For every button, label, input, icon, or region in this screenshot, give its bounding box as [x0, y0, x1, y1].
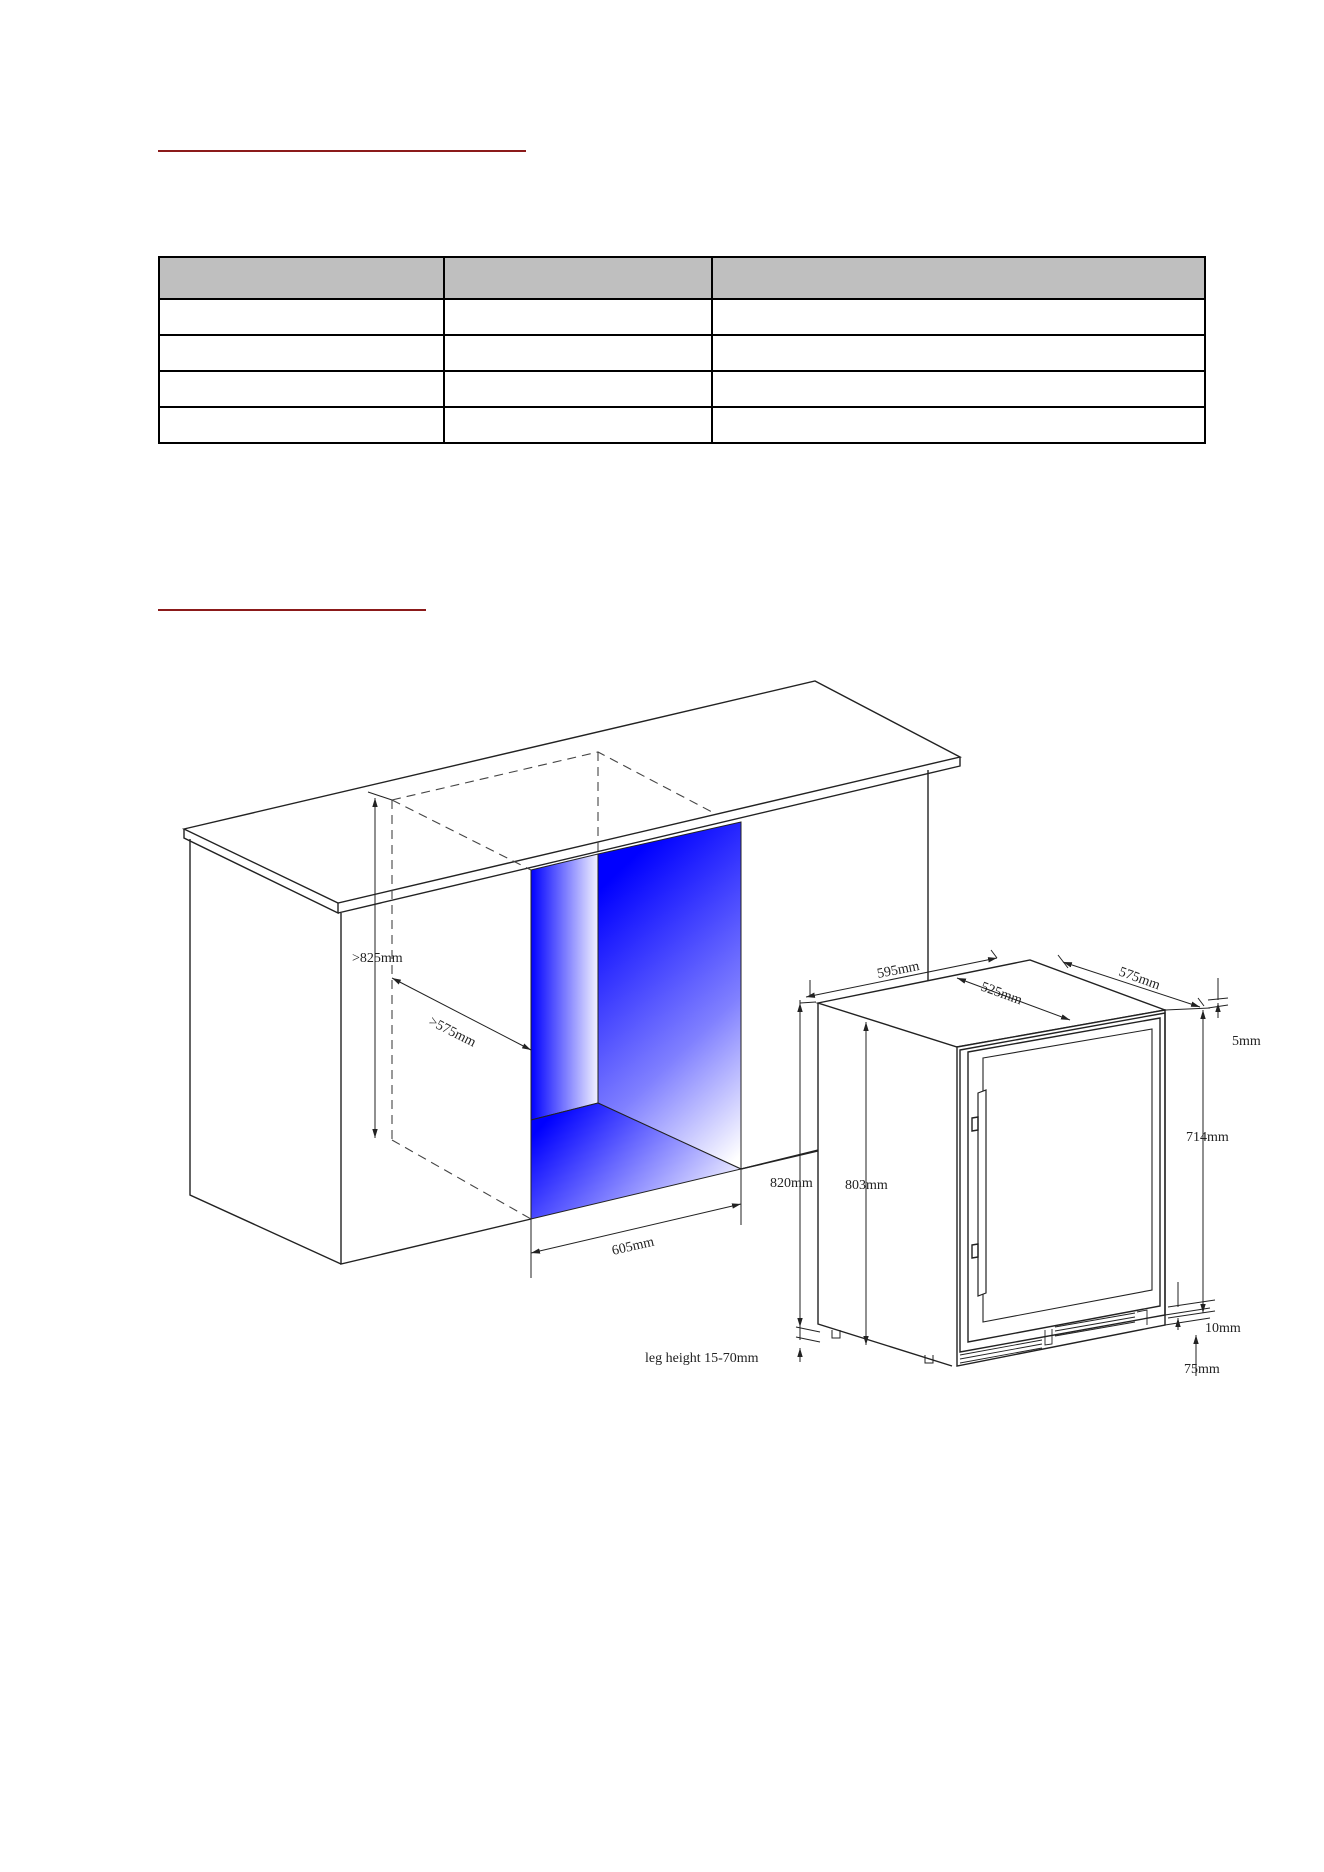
spec-table-header-cell — [159, 257, 444, 299]
cabinet-baseline — [741, 1151, 818, 1169]
table-row — [159, 299, 1205, 335]
table-cell — [444, 371, 712, 407]
section-heading-underline-1 — [158, 150, 526, 152]
label-height-body: 803mm — [845, 1178, 888, 1193]
installation-drawing — [150, 670, 1280, 1390]
table-cell — [159, 371, 444, 407]
spec-table-header-cell — [712, 257, 1205, 299]
table-row — [159, 371, 1205, 407]
niche-left-wall — [531, 854, 598, 1120]
table-cell — [159, 407, 444, 443]
table-cell — [444, 407, 712, 443]
table-cell — [712, 407, 1205, 443]
cooler-front — [957, 1010, 1165, 1366]
wine-cooler — [818, 960, 1165, 1366]
label-niche-width: 605mm — [610, 1234, 656, 1259]
label-niche-depth: >575mm — [426, 1014, 479, 1051]
table-cell — [444, 299, 712, 335]
label-depth-body: 525mm — [978, 979, 1024, 1009]
spec-table — [158, 256, 1206, 444]
spec-table-header-row — [159, 257, 1205, 299]
table-row — [159, 407, 1205, 443]
spec-table-header-cell — [444, 257, 712, 299]
label-base-gap: 10mm — [1205, 1321, 1241, 1336]
table-cell — [159, 299, 444, 335]
table-cell — [444, 335, 712, 371]
table-row — [159, 335, 1205, 371]
cooler-handle — [978, 1090, 986, 1296]
label-top-gap: 5mm — [1232, 1034, 1261, 1049]
label-width: 595mm — [875, 959, 921, 982]
table-cell — [712, 299, 1205, 335]
table-cell — [712, 371, 1205, 407]
label-base-depth: 75mm — [1184, 1362, 1220, 1377]
label-door-height: 714mm — [1186, 1130, 1229, 1145]
section-heading-underline-2 — [158, 609, 426, 611]
label-height-total: 820mm — [770, 1176, 813, 1191]
table-cell — [159, 335, 444, 371]
label-leg-height: leg height 15-70mm — [645, 1351, 759, 1366]
installation-niche — [531, 822, 741, 1219]
label-niche-height: >825mm — [352, 951, 403, 966]
label-depth-total: 575mm — [1116, 964, 1162, 994]
table-cell — [712, 335, 1205, 371]
